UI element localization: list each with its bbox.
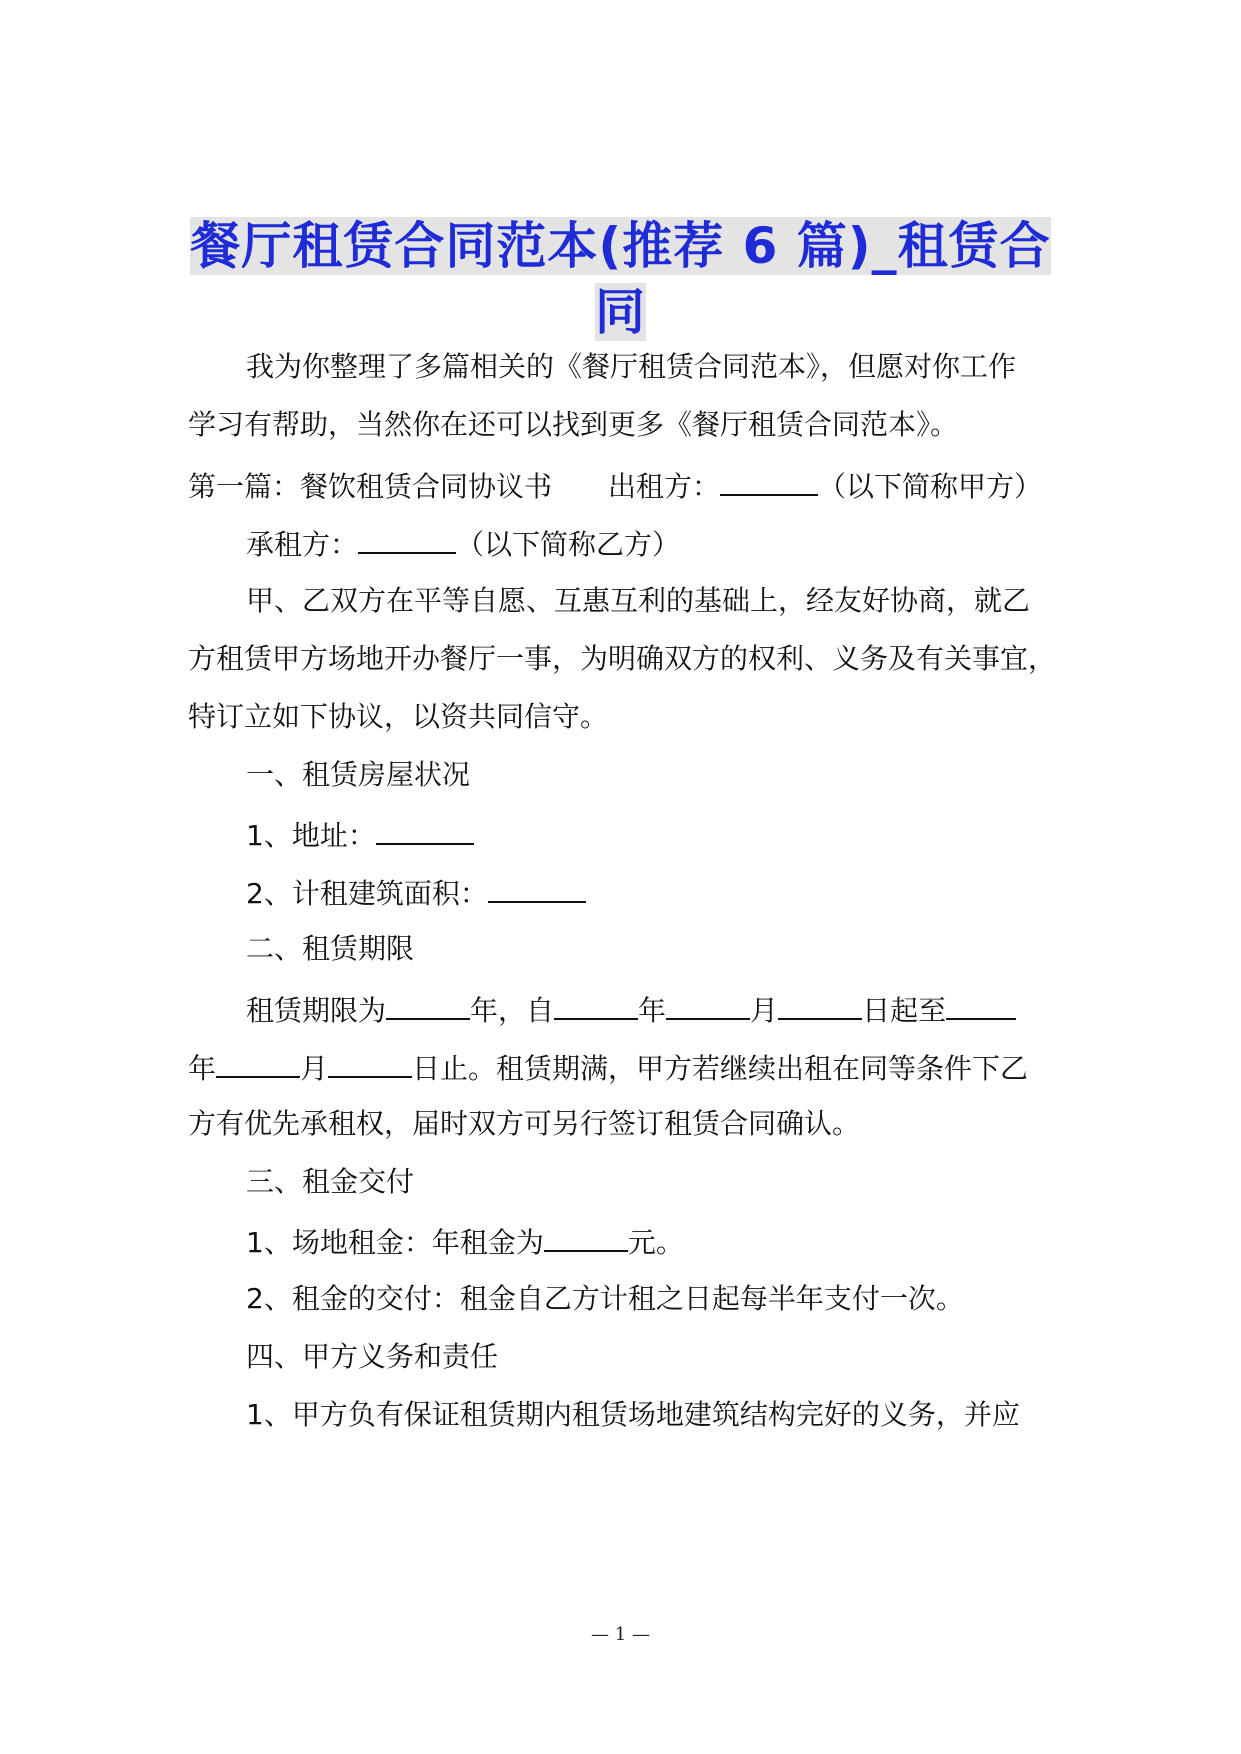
end-year-blank-a — [946, 990, 1016, 1020]
section2-heading: 二、租赁期限 — [246, 932, 415, 965]
start-year-blank — [554, 990, 638, 1020]
item-number: 1 — [246, 1398, 264, 1431]
term-text: 租赁期限为 — [246, 994, 387, 1027]
lessor-blank — [720, 466, 818, 496]
section4-heading: 四、甲方义务和责任 — [246, 1340, 499, 1373]
item-number: 1 — [246, 819, 264, 852]
preamble-line-2: 方租赁甲方场地开办餐厅一事，为明确双方的权利、义务及有关事宜， — [188, 642, 1057, 675]
section1-heading: 一、租赁房屋状况 — [246, 758, 471, 791]
intro-line-2: 学习有帮助，当然你在还可以找到更多《餐厅租赁合同范本》。 — [188, 408, 959, 441]
lessor-label: 出租方： — [608, 470, 721, 503]
section3-item-1 — [246, 1222, 684, 1261]
section4-item-1 — [246, 1397, 1020, 1433]
page-number: — 1 — — [591, 1624, 650, 1645]
obligation-text: 、甲方负有保证租赁期内租赁场地建筑结构完好的义务，并应 — [263, 1398, 1020, 1431]
term-text: 月 — [750, 994, 779, 1027]
section1-item-1 — [246, 815, 474, 854]
term-text: 日止。租赁期满，甲方若继续出租在同等条件下乙 — [412, 1052, 1029, 1085]
payment-text: 、租金的交付：租金自乙方计租之日起每半年支付一次。 — [263, 1282, 964, 1315]
term-text: 月 — [300, 1052, 329, 1085]
area-blank — [488, 873, 586, 903]
preamble-line-1: 甲、乙双方在平等自愿、互惠互利的基础上，经友好协商，就乙 — [246, 584, 1031, 617]
lessor-suffix: （以下简称甲方） — [818, 470, 1043, 503]
item-number: 2 — [246, 877, 264, 910]
end-day-blank — [328, 1048, 412, 1078]
part1-heading: 第一篇：餐饮租赁合同协议书 — [188, 470, 553, 503]
title-block — [186, 213, 1055, 345]
lessee-suffix: （以下简称乙方） — [456, 528, 681, 561]
term-line-3: 方有优先承租权，届时双方可另行签订租赁合同确认。 — [188, 1107, 861, 1140]
term-text: 年 — [638, 994, 667, 1027]
address-label: 、地址： — [263, 819, 376, 852]
intro-line-1: 我为你整理了多篇相关的《餐厅租赁合同范本》，但愿对你工作 — [246, 350, 1017, 383]
item-number: 1 — [246, 1226, 264, 1259]
item-number: 2 — [246, 1282, 264, 1315]
term-text: 年 — [188, 1052, 217, 1085]
term-years-blank — [386, 990, 470, 1020]
rent-label: 、场地租金：年租金为 — [263, 1226, 544, 1259]
term-line-2 — [188, 1048, 1028, 1087]
term-text: 年，自 — [470, 994, 555, 1027]
end-month-blank — [216, 1048, 300, 1078]
term-text: 日起至 — [862, 994, 947, 1027]
preamble-line-3: 特订立如下协议，以资共同信守。 — [188, 700, 609, 733]
part1-heading-line — [188, 466, 1042, 505]
start-day-blank — [778, 990, 862, 1020]
page-title: 餐厅租赁合同范本(推荐 6 篇)_租赁合同 — [190, 217, 1051, 341]
area-label: 、计租建筑面积： — [263, 877, 488, 910]
lessee-label: 承租方： — [246, 528, 359, 561]
rent-unit: 元。 — [627, 1226, 684, 1259]
section3-heading: 三、租金交付 — [246, 1165, 415, 1198]
term-line-1 — [246, 990, 1016, 1029]
section1-item-2 — [246, 873, 586, 912]
lessee-line — [246, 524, 680, 563]
start-month-blank — [666, 990, 750, 1020]
section3-item-2 — [246, 1281, 964, 1317]
rent-amount-blank — [544, 1222, 628, 1252]
lessee-blank — [358, 524, 456, 554]
address-blank — [376, 815, 474, 845]
